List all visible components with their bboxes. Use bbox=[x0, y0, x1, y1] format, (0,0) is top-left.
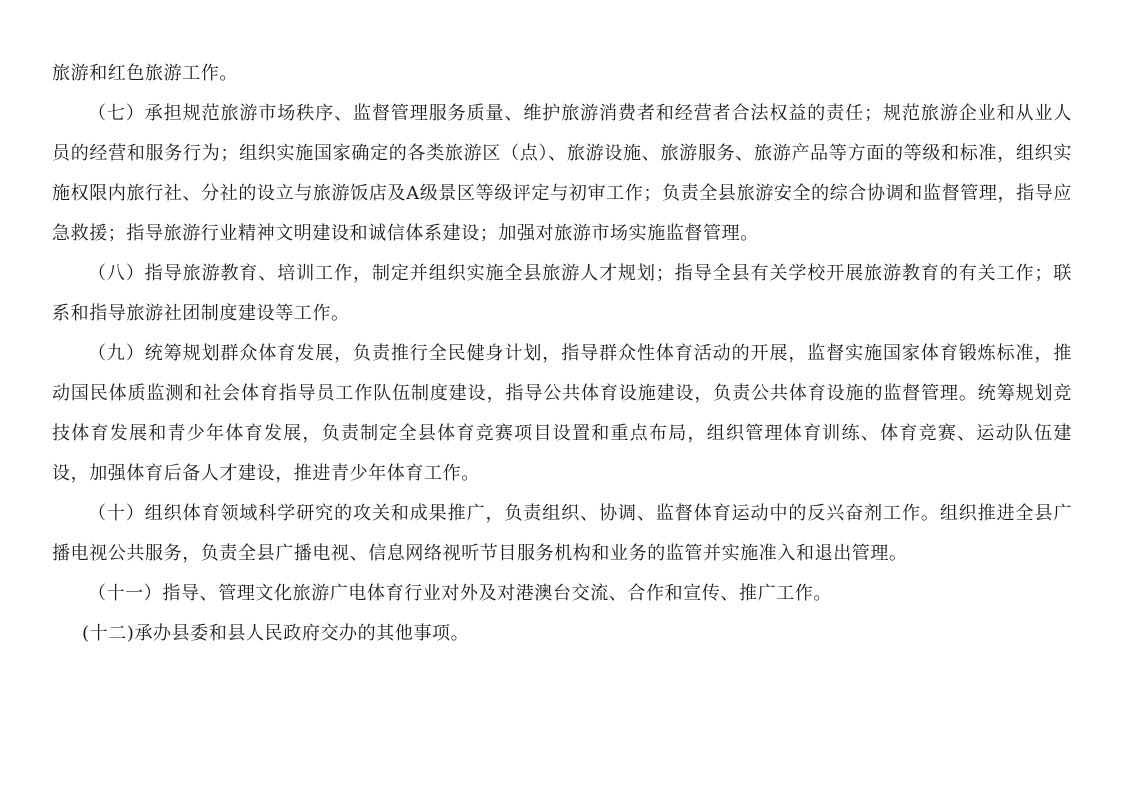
paragraph-item-10: （十）组织体育领域科学研究的攻关和成果推广，负责组织、协调、监督体育运动中的反兴奋剂工作。组织推进全县广播电视公共服务，负责全县广播电视、信息网络视听节目服务机构和业务的监管并实施准入和退出管理。 bbox=[52, 503, 1072, 564]
paragraph-continuation: 旅游和红色旅游工作。 bbox=[52, 63, 238, 84]
paragraph-item-9: （九）统筹规划群众体育发展，负责推行全民健身计划，指导群众性体育活动的开展，监督实施国家体育锻炼标准，推动国民体质监测和社会体育指导员工作队伍制度建设，指导公共体育设施建设，负责公共体育设施的监督管理。统筹规划竞技体育发展和青少年体育发展，负责制定全县体育竞赛项目设置和重点布局，组织管理体育训练、体育竞赛、运动队伍建设，加强体育后备人才建设，推进青少年体育工作。 bbox=[52, 343, 1072, 484]
paragraph-item-11: （十一）指导、管理文化旅游广电体育行业对外及对港澳台交流、合作和宣传、推广工作。 bbox=[88, 583, 832, 604]
paragraph-item-12: (十二)承办县委和县人民政府交办的其他事项。 bbox=[82, 623, 470, 644]
paragraph-item-8: （八）指导旅游教育、培训工作，制定并组织实施全县旅游人才规划；指导全县有关学校开展旅游教育的有关工作；联系和指导旅游社团制度建设等工作。 bbox=[52, 263, 1072, 324]
paragraph-item-7: （七）承担规范旅游市场秩序、监督管理服务质量、维护旅游消费者和经营者合法权益的责任；规范旅游企业和从业人员的经营和服务行为；组织实施国家确定的各类旅游区（点）、旅游设施、旅游服务、旅游产品等方面的等级和标准，组织实施权限内旅行社、分社的设立与旅游饭店及A级景区等级评定与初审工作；负责全县旅游安全的综合协调和监督管理，指导应急救援；指导旅游行业精神文明建设和诚信体系建设；加强对旅游市场实施监督管理。 bbox=[52, 103, 1072, 244]
document-body bbox=[52, 54, 1072, 654]
